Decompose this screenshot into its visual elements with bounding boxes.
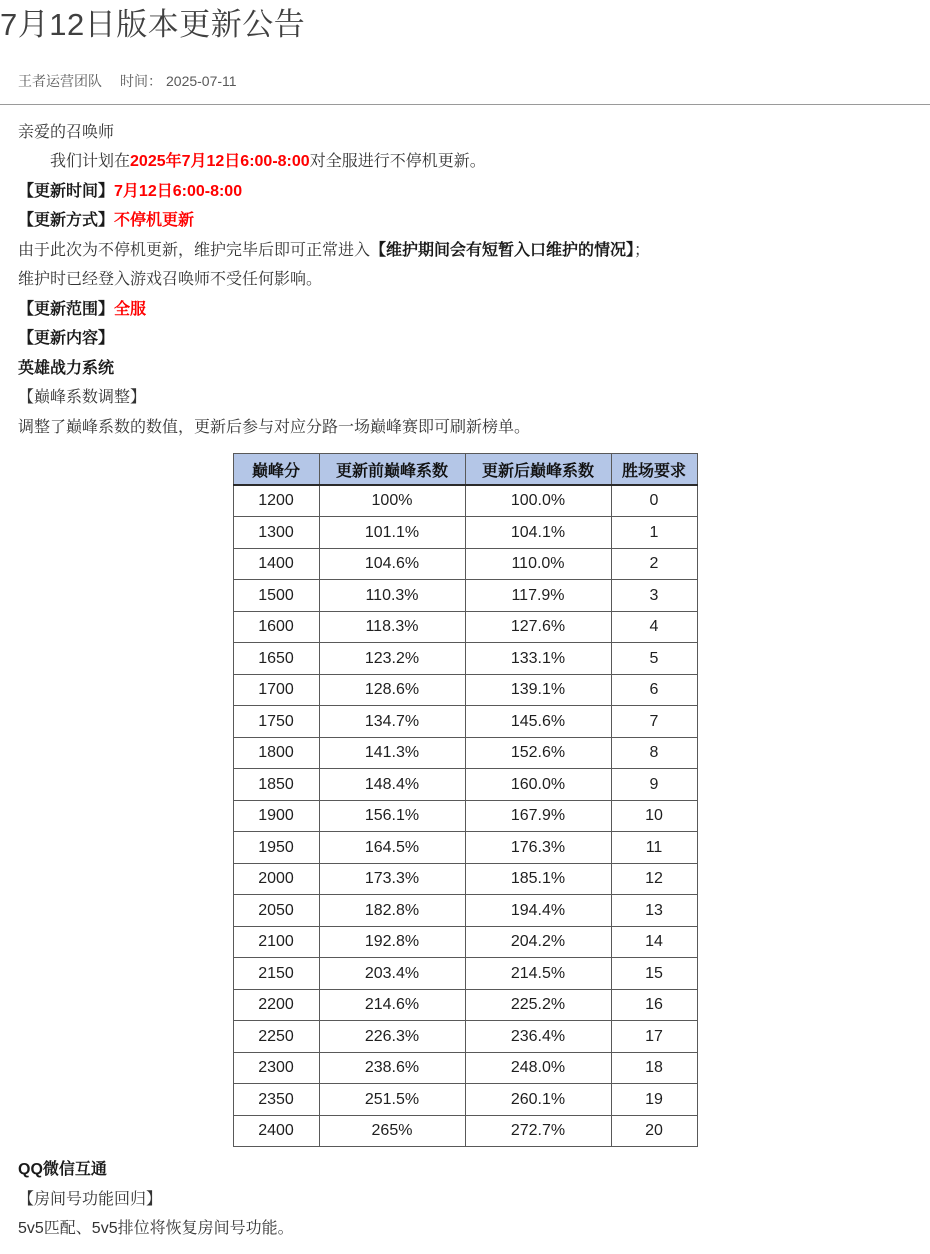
table-cell: 2300 xyxy=(233,1052,319,1084)
table-cell: 1850 xyxy=(233,769,319,801)
table-cell: 1800 xyxy=(233,737,319,769)
table-cell: 214.6% xyxy=(319,989,465,1021)
table-cell: 11 xyxy=(611,832,697,864)
table-cell: 265% xyxy=(319,1115,465,1147)
greeting-text: 亲爱的召唤师 xyxy=(18,123,115,141)
table-cell: 3 xyxy=(611,580,697,612)
table-cell: 2200 xyxy=(233,989,319,1021)
table-cell: 185.1% xyxy=(465,863,611,895)
table-cell: 204.2% xyxy=(465,926,611,958)
table-cell: 20 xyxy=(611,1115,697,1147)
table-cell: 156.1% xyxy=(319,800,465,832)
hero-section-title: 英雄战力系统 xyxy=(18,359,115,377)
table-cell: 226.3% xyxy=(319,1021,465,1053)
meta-author: 王者运营团队 xyxy=(18,72,102,89)
table-row xyxy=(233,895,697,927)
table-cell: 104.6% xyxy=(319,548,465,580)
table-cell: 1500 xyxy=(233,580,319,612)
table-row xyxy=(233,1052,697,1084)
plan-pre: 我们计划在 xyxy=(50,153,131,171)
table-cell: 16 xyxy=(611,989,697,1021)
update-content-label: 【更新内容】 xyxy=(18,330,115,348)
qq-section-desc: 5v5匹配、5v5排位将恢复房间号功能。 xyxy=(18,1220,294,1238)
table-cell: 17 xyxy=(611,1021,697,1053)
table-cell: 176.3% xyxy=(465,832,611,864)
table-row xyxy=(233,1084,697,1116)
table-cell: 1700 xyxy=(233,674,319,706)
maintain-note2-text: 维护时已经登入游戏召唤师不受任何影响。 xyxy=(18,271,323,289)
table-cell: 18 xyxy=(611,1052,697,1084)
page-title: 7月12日版本更新公告 xyxy=(0,7,306,42)
table-cell: 194.4% xyxy=(465,895,611,927)
table-row xyxy=(233,800,697,832)
hero-section-subtitle: 【巅峰系数调整】 xyxy=(18,389,147,407)
table-row xyxy=(233,926,697,958)
update-time-value: 7月12日6:00-8:00 xyxy=(114,182,243,200)
table-row xyxy=(233,1115,697,1147)
table-cell: 1200 xyxy=(233,485,319,517)
table-cell: 9 xyxy=(611,769,697,801)
update-scope-value: 全服 xyxy=(114,300,147,318)
table-cell: 5 xyxy=(611,643,697,675)
table-cell: 100.0% xyxy=(465,485,611,517)
table-cell: 160.0% xyxy=(465,769,611,801)
table-header-cell: 巅峰分 xyxy=(233,454,319,486)
maintain-note-post: ； xyxy=(634,241,651,259)
table-cell: 182.8% xyxy=(319,895,465,927)
table-row xyxy=(233,580,697,612)
table-cell: 192.8% xyxy=(319,926,465,958)
qq-section-title: QQ微信互通 xyxy=(18,1161,107,1179)
table-row xyxy=(233,863,697,895)
maintain-note2-line xyxy=(18,265,912,295)
table-header-row xyxy=(233,454,697,486)
table-cell: 10 xyxy=(611,800,697,832)
peak-coefficient-table xyxy=(233,453,698,1147)
table-row xyxy=(233,643,697,675)
update-method-value: 不停机更新 xyxy=(114,212,195,230)
table-row xyxy=(233,706,697,738)
table-cell: 203.4% xyxy=(319,958,465,990)
table-cell: 236.4% xyxy=(465,1021,611,1053)
maintain-note-line xyxy=(18,236,912,266)
table-header-cell: 更新后巅峰系数 xyxy=(465,454,611,486)
maintain-note-bold: 【维护期间会有短暂入口维护的情况】 xyxy=(370,241,635,259)
table-cell: 2100 xyxy=(233,926,319,958)
table-cell: 139.1% xyxy=(465,674,611,706)
hero-section-desc: 调整了巅峰系数的数值，更新后参与对应分路一场巅峰赛即可刷新榜单。 xyxy=(18,418,531,436)
table-cell: 2 xyxy=(611,548,697,580)
table-row xyxy=(233,1021,697,1053)
table-cell: 152.6% xyxy=(465,737,611,769)
table-cell: 110.0% xyxy=(465,548,611,580)
table-cell: 100% xyxy=(319,485,465,517)
update-scope-label: 【更新范围】 xyxy=(18,300,115,318)
table-cell: 1950 xyxy=(233,832,319,864)
table-row xyxy=(233,485,697,517)
table-cell: 164.5% xyxy=(319,832,465,864)
table-row xyxy=(233,989,697,1021)
table-cell: 167.9% xyxy=(465,800,611,832)
table-cell: 15 xyxy=(611,958,697,990)
table-cell: 2000 xyxy=(233,863,319,895)
table-cell: 238.6% xyxy=(319,1052,465,1084)
greeting-line xyxy=(18,118,912,148)
table-cell: 133.1% xyxy=(465,643,611,675)
table-cell: 7 xyxy=(611,706,697,738)
qq-section-subtitle: 【房间号功能回归】 xyxy=(18,1190,163,1208)
table-cell: 12 xyxy=(611,863,697,895)
table-row xyxy=(233,737,697,769)
table-cell: 6 xyxy=(611,674,697,706)
meta-time-value: 2025-07-11 xyxy=(166,72,237,89)
meta-time-label: 时间： xyxy=(120,72,162,89)
table-cell: 14 xyxy=(611,926,697,958)
table-cell: 251.5% xyxy=(319,1084,465,1116)
table-cell: 128.6% xyxy=(319,674,465,706)
table-cell: 127.6% xyxy=(465,611,611,643)
table-cell: 8 xyxy=(611,737,697,769)
table-cell: 0 xyxy=(611,485,697,517)
table-cell: 134.7% xyxy=(319,706,465,738)
table-cell: 1600 xyxy=(233,611,319,643)
table-cell: 104.1% xyxy=(465,517,611,549)
table-cell: 145.6% xyxy=(465,706,611,738)
table-cell: 1900 xyxy=(233,800,319,832)
table-header-cell: 胜场要求 xyxy=(611,454,697,486)
update-time-label: 【更新时间】 xyxy=(18,182,115,200)
table-cell: 1 xyxy=(611,517,697,549)
table-cell: 225.2% xyxy=(465,989,611,1021)
table-cell: 2250 xyxy=(233,1021,319,1053)
table-cell: 117.9% xyxy=(465,580,611,612)
table-cell: 1650 xyxy=(233,643,319,675)
table-cell: 2150 xyxy=(233,958,319,990)
table-cell: 2050 xyxy=(233,895,319,927)
plan-line xyxy=(18,147,912,177)
announcement-body xyxy=(0,105,930,1244)
update-content-line xyxy=(18,324,912,354)
update-method-line xyxy=(18,206,912,236)
table-cell: 272.7% xyxy=(465,1115,611,1147)
table-row xyxy=(233,548,697,580)
table-row xyxy=(233,832,697,864)
update-scope-line xyxy=(18,295,912,325)
plan-post: 对全服进行不停机更新。 xyxy=(309,153,486,171)
table-cell: 148.4% xyxy=(319,769,465,801)
plan-highlight: 2025年7月12日6:00-8:00 xyxy=(130,153,310,171)
table-cell: 260.1% xyxy=(465,1084,611,1116)
table-cell: 248.0% xyxy=(465,1052,611,1084)
table-cell: 1300 xyxy=(233,517,319,549)
table-header-cell: 更新前巅峰系数 xyxy=(319,454,465,486)
update-time-line xyxy=(18,177,912,207)
meta-line xyxy=(18,71,930,91)
table-cell: 13 xyxy=(611,895,697,927)
table-cell: 4 xyxy=(611,611,697,643)
table-cell: 101.1% xyxy=(319,517,465,549)
table-row xyxy=(233,674,697,706)
table-cell: 141.3% xyxy=(319,737,465,769)
table-cell: 123.2% xyxy=(319,643,465,675)
table-row xyxy=(233,611,697,643)
table-cell: 2400 xyxy=(233,1115,319,1147)
table-cell: 2350 xyxy=(233,1084,319,1116)
table-row xyxy=(233,958,697,990)
table-row xyxy=(233,769,697,801)
table-cell: 110.3% xyxy=(319,580,465,612)
table-cell: 19 xyxy=(611,1084,697,1116)
table-cell: 214.5% xyxy=(465,958,611,990)
table-cell: 118.3% xyxy=(319,611,465,643)
table-cell: 1750 xyxy=(233,706,319,738)
table-cell: 173.3% xyxy=(319,863,465,895)
update-method-label: 【更新方式】 xyxy=(18,212,115,230)
table-cell: 1400 xyxy=(233,548,319,580)
table-row xyxy=(233,517,697,549)
maintain-note-pre: 由于此次为不停机更新，维护完毕后即可正常进入 xyxy=(18,241,371,259)
